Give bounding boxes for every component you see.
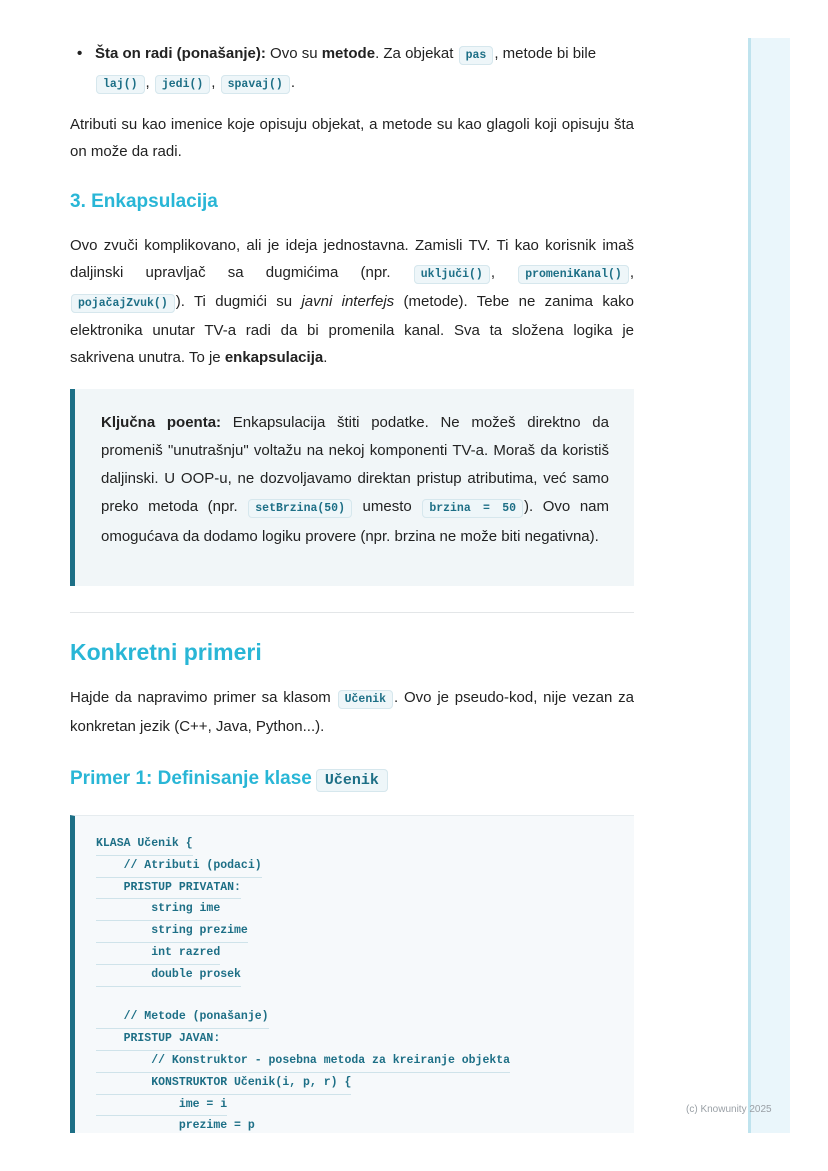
inline-code: uključi() <box>414 265 490 284</box>
code-line: // Atributi (podaci) <box>96 856 262 878</box>
code-line: KONSTRUKTOR Učenik(i, p, r) { <box>96 1073 351 1095</box>
callout-text <box>101 409 609 551</box>
list-item <box>70 40 634 98</box>
inline-code: jedi() <box>155 75 210 94</box>
bullet-lead: Šta on radi (ponašanje): <box>95 45 266 62</box>
bullet-text: , metode bi bile <box>494 45 597 62</box>
example-heading-code: Učenik <box>316 769 388 792</box>
code-line: KLASA Učenik { <box>96 834 193 856</box>
divider <box>70 612 634 613</box>
example-heading-text: Primer 1: Definisanje klase <box>70 768 312 789</box>
bullet-emphasis: metode <box>321 45 376 62</box>
paragraph-text: (metode). Tebe ne zanima kako elektronika unutar TV-a radi da bi promenila kanal. Sva ta složena logika je sakrivena unutra. To je <box>70 293 635 366</box>
bullet-text: . <box>290 74 296 91</box>
bullet-text: , <box>145 74 154 91</box>
bullet-list <box>70 40 634 98</box>
section-heading: 3. Enkapsulacija <box>70 191 218 212</box>
inline-code: brzina = 50 <box>422 499 523 518</box>
inline-code: promeniKanal() <box>518 265 629 284</box>
paragraph-text: ). Ti dugmići su <box>175 293 302 310</box>
paragraph-strong: enkapsulacija <box>224 349 324 366</box>
paragraph-attributes: Atributi su kao imenice koje opisuju objekat, a metode su kao glagoli koji opisuju šta on može da radi. <box>70 116 634 160</box>
paragraph-examples <box>70 684 634 740</box>
paragraph-text: Ovo zvuči komplikovano, ali je ideja jednostavna. Zamisli TV. Ti kao korisnik imaš daljinski upravljač sa dugmićima (npr. <box>70 237 634 281</box>
code-line: string ime <box>96 899 220 921</box>
paragraph-text: . <box>323 349 328 366</box>
example-heading <box>70 768 388 790</box>
paragraph-text: , <box>490 264 518 281</box>
inline-code: setBrzina(50) <box>248 499 352 518</box>
page-side-margin-bar <box>748 38 790 1133</box>
callout-body: ). Ovo nam omogućava da dodamo logiku provere (npr. brzina ne može biti negativna). <box>101 498 610 545</box>
paragraph-text: Hajde da napravimo primer sa klasom <box>70 689 337 706</box>
code-line: PRISTUP PRIVATAN: <box>96 878 241 900</box>
paragraph-text: , <box>629 264 634 281</box>
inline-code: Učenik <box>338 690 393 709</box>
bullet-text: . Za objekat <box>375 45 458 62</box>
inline-code: pojačajZvuk() <box>71 294 175 313</box>
code-line: ime = i <box>96 1095 227 1117</box>
code-line: string prezime <box>96 921 248 943</box>
code-line: // Metode (ponašanje) <box>96 1007 269 1029</box>
paragraph-encapsulation <box>70 232 634 371</box>
copyright-footer: (c) Knowunity 2025 <box>686 1104 772 1115</box>
section-heading-examples: Konkretni primeri <box>70 639 262 665</box>
paragraph-text: . Ovo je pseudo-kod, nije vezan za konkretan jezik (C++, Java, Python...). <box>70 689 634 735</box>
code-line: // Konstruktor - posebna metoda za kreiranje objekta <box>96 1051 510 1073</box>
code-line: int razred <box>96 943 220 965</box>
paragraph-emphasis: javni interfejs <box>301 293 395 310</box>
inline-code: laj() <box>96 75 145 94</box>
callout-lead: Ključna poenta: <box>101 414 222 431</box>
code-line: double prosek <box>96 965 241 987</box>
callout-body: Enkapsulacija štiti podatke. Ne možeš direktno da promeniš "unutrašnju" voltažu na nekoj komponenti TV-a. Moraš da koristiš daljinski. U OOP-u, ne dozvoljavamo direktan pristup atributima, već samo preko metoda (npr. <box>101 414 609 515</box>
inline-code: pas <box>459 46 494 65</box>
code-block <box>70 815 634 1133</box>
code-line: PRISTUP JAVAN: <box>96 1029 220 1051</box>
bullet-text: Ovo su <box>265 45 322 62</box>
bullet-text: , <box>211 74 220 91</box>
key-point-callout <box>70 389 634 586</box>
inline-code: spavaj() <box>221 75 290 94</box>
code-line: prezime = p <box>96 1116 255 1133</box>
callout-body: umesto <box>352 498 422 515</box>
